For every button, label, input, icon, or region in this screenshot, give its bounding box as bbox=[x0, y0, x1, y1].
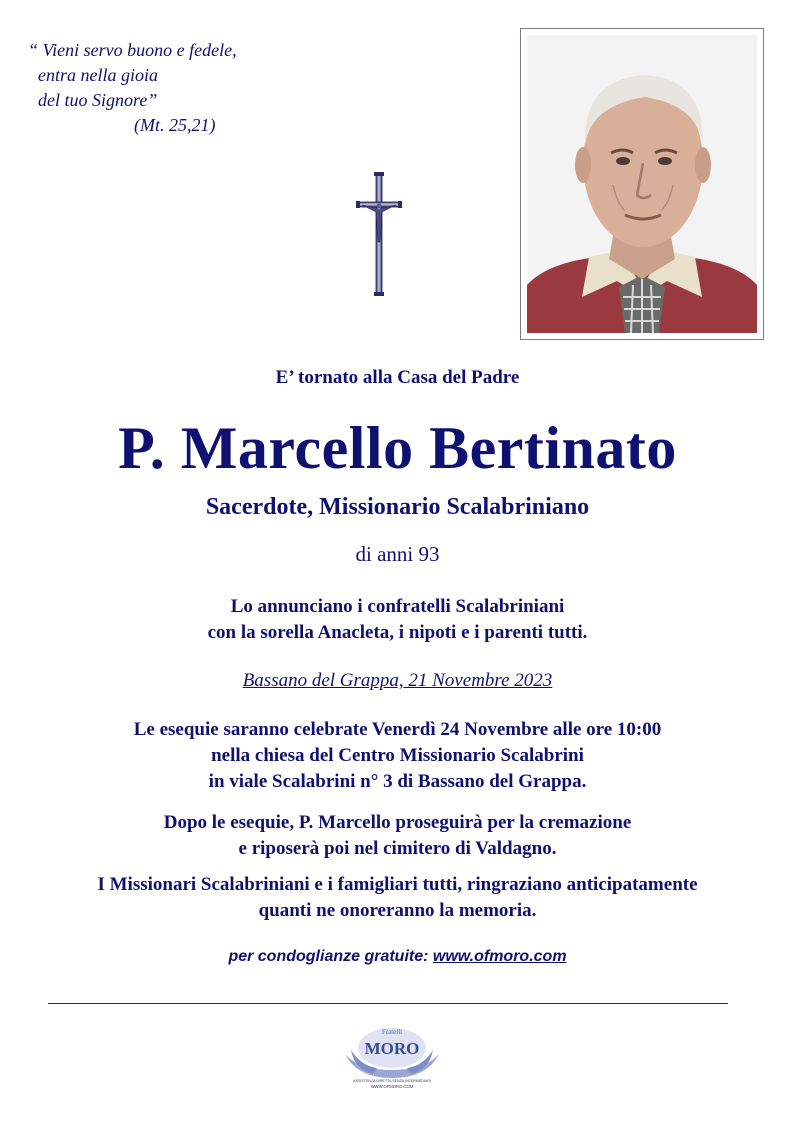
portrait-image bbox=[527, 35, 757, 333]
divider-line bbox=[48, 1003, 728, 1004]
after-line-2: e riposerà poi nel cimitero di Valdagno. bbox=[238, 838, 557, 859]
thanks-line-1: I Missionari Scalabriniani e i famigliari tutti, ringraziano anticipatamente bbox=[97, 874, 698, 895]
quote-line-1: “ Vieni servo buono e fedele, bbox=[28, 40, 237, 60]
logo-tagline: ASSISTENZA DIRETTA SENZA INTERMEDIARI bbox=[353, 1079, 431, 1083]
thanks-message bbox=[0, 872, 795, 924]
quote-line-2: entra nella gioia bbox=[38, 65, 158, 85]
funeral-info bbox=[0, 717, 795, 795]
logo-top-text: Fratelli bbox=[381, 1028, 403, 1036]
funeral-line-1: Le esequie saranno celebrate Venerdì 24 Novembre alle ore 10:00 bbox=[133, 719, 662, 740]
quote-reference: (Mt. 25,21) bbox=[134, 115, 216, 135]
place-date bbox=[0, 670, 795, 692]
thanks-line-2: quanti ne onoreranno la memoria. bbox=[258, 900, 537, 921]
condolences-link[interactable]: www.ofmoro.com bbox=[432, 948, 567, 965]
intro-line: E’ tornato alla Casa del Padre bbox=[275, 367, 520, 388]
quote-line-3: del tuo Signore” bbox=[38, 90, 158, 110]
logo-main-text: MORO bbox=[364, 1039, 420, 1058]
condolences-label: per condoglianze gratuite: bbox=[228, 948, 433, 965]
fratelli-moro-logo bbox=[337, 1020, 447, 1090]
deceased-role: Sacerdote, Missionario Scalabriniano bbox=[205, 494, 590, 520]
after-funeral-info bbox=[0, 810, 795, 862]
announcement bbox=[0, 594, 795, 646]
deceased-name: P. Marcello Bertinato bbox=[118, 415, 677, 481]
funeral-line-2: nella chiesa del Centro Missionario Scalabrini bbox=[211, 745, 584, 766]
crucifix-icon bbox=[356, 172, 402, 296]
announcement-line-1: Lo annunciano i confratelli Scalabriniani bbox=[230, 596, 565, 617]
portrait-photo bbox=[527, 35, 757, 333]
portrait-frame bbox=[520, 28, 764, 340]
place-date-text: Bassano del Grappa, 21 Novembre 2023 bbox=[242, 670, 553, 691]
deceased-age: di anni 93 bbox=[355, 542, 440, 566]
bible-quote bbox=[28, 38, 288, 138]
logo-url: WWW.OFMORO.COM bbox=[370, 1084, 414, 1089]
funeral-line-3: in viale Scalabrini n° 3 di Bassano del Grappa. bbox=[208, 771, 587, 792]
after-line-1: Dopo le esequie, P. Marcello proseguirà per la cremazione bbox=[163, 812, 632, 833]
announcement-line-2: con la sorella Anacleta, i nipoti e i parenti tutti. bbox=[207, 622, 588, 643]
condolences-line bbox=[0, 948, 795, 966]
